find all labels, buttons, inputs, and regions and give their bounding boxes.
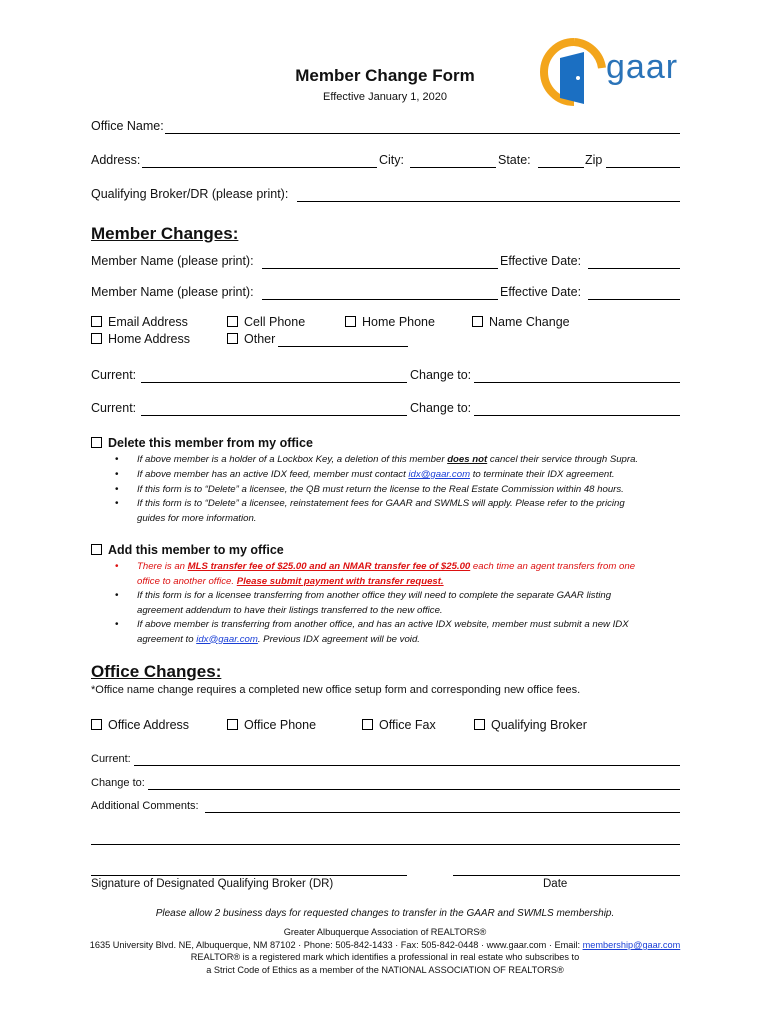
state-field[interactable] [538,167,584,168]
checkbox-icon [345,316,356,327]
member-name-label-2: Member Name (please print): [91,285,254,299]
member-name-field-2[interactable] [262,299,498,300]
form-title: Member Change Form [295,66,475,85]
delete-bullet-3: • If this form is to “Delete” a licensee, the QB must return the license to the Real Estate Commission within 48 hours. [137,483,624,498]
checkbox-icon [227,316,238,327]
address-field[interactable] [142,167,377,168]
checkbox-icon [91,437,102,448]
additional-comments-label: Additional Comments: [91,800,199,812]
office-phone-checkbox[interactable]: Office Phone [227,718,316,732]
current-field-1[interactable] [141,382,407,383]
other-checkbox[interactable]: Other [227,332,275,346]
footer-org: Greater Albuquerque Association of REALTORS® [283,927,487,937]
checkbox-icon [91,719,102,730]
office-changes-heading: Office Changes: [91,662,222,681]
change-to-field-2[interactable] [474,415,680,416]
additional-comments-field-2[interactable] [91,844,680,845]
footer-realtor-2: a Strict Code of Ethics as a member of the NATIONAL ASSOCIATION OF REALTORS® [206,965,564,975]
add-bullet-3: • If above member is transferring from another office, and has an active IDX website, member must submit a new IDX agreement to idx@gaar.com. Previous IDX agreement will be void. [137,618,629,647]
member-name-label-1: Member Name (please print): [91,254,254,268]
change-to-label-2: Change to: [410,401,472,415]
membership-email-link[interactable]: membership@gaar.com [582,940,681,950]
date-label: Date [543,878,568,890]
delete-member-checkbox[interactable]: Delete this member from my office [91,436,313,450]
add-bullet-2: • If this form is for a licensee transferring from another office they will need to complete the separate GAAR listing agreement addendum to have their listings transferred to the new office. [137,589,611,618]
date-field[interactable] [453,875,680,876]
add-bullet-1: • There is an MLS transfer fee of $25.00 and an NMAR transfer fee of $25.00 each time an agent transfers from one office to another office. Please submit payment with transfer request. [137,560,635,589]
office-change-to-field[interactable] [148,789,680,790]
signature-field[interactable] [91,875,407,876]
additional-comments-field[interactable] [205,812,680,813]
effective-date-label-2: Effective Date: [500,285,582,299]
footer-contact: 1635 University Blvd. NE, Albuquerque, NM 87102 · Phone: 505-842-1433 · Fax: 505-842-0448 · www.gaar.com · Email: membership@gaar.com [89,940,681,950]
qualifying-broker-field[interactable] [297,201,680,202]
checkbox-icon [472,316,483,327]
form-subtitle: Effective January 1, 2020 [323,91,447,103]
office-name-field[interactable] [165,133,680,134]
delete-bullet-4: • If this form is to “Delete” a licensee, reinstatement fees for GAAR and SWMLS will apply. Please refer to the pricing guides for more information. [137,497,625,526]
city-field[interactable] [410,167,496,168]
office-fax-checkbox[interactable]: Office Fax [362,718,436,732]
checkbox-icon [362,719,373,730]
office-address-checkbox[interactable]: Office Address [91,718,189,732]
checkbox-icon [227,333,238,344]
add-member-checkbox[interactable]: Add this member to my office [91,543,284,557]
home-address-checkbox[interactable]: Home Address [91,332,190,346]
effective-date-field-2[interactable] [588,299,680,300]
delete-bullet-2: • If above member has an active IDX feed, member must contact idx@gaar.com to terminate their IDX agreement. [137,468,615,483]
cell-phone-checkbox[interactable]: Cell Phone [227,315,305,329]
checkbox-icon [474,719,485,730]
effective-date-field-1[interactable] [588,268,680,269]
signature-label: Signature of Designated Qualifying Broker (DR) [91,878,334,890]
footer-notice: Please allow 2 business days for requested changes to transfer in the GAAR and SWMLS membership. [155,908,615,919]
state-label: State: [498,153,531,167]
address-label: Address: [91,153,141,167]
idx-email-link-2[interactable]: idx@gaar.com [196,633,258,645]
office-name-label: Office Name: [91,119,164,133]
member-name-field-1[interactable] [262,268,498,269]
email-address-checkbox[interactable]: Email Address [91,315,188,329]
qualifying-broker-checkbox[interactable]: Qualifying Broker [474,718,587,732]
checkbox-icon [227,719,238,730]
city-label: City: [379,153,404,167]
zip-field[interactable] [606,167,680,168]
change-to-field-1[interactable] [474,382,680,383]
checkbox-icon [91,316,102,327]
delete-bullet-1: • If above member is a holder of a Lockbox Key, a deletion of this member does not cancel their service through Supra. [137,453,638,468]
effective-date-label-1: Effective Date: [500,254,582,268]
member-changes-heading: Member Changes: [91,224,239,243]
current-field-2[interactable] [141,415,407,416]
office-change-to-label: Change to: [91,777,145,789]
office-current-field[interactable] [134,765,680,766]
footer-realtor-1: REALTOR® is a registered mark which identifies a professional in real estate who subscribes to [190,952,580,962]
qualifying-broker-label: Qualifying Broker/DR (please print): [91,187,289,201]
office-changes-note: *Office name change requires a completed new office setup form and corresponding new office fees. [91,684,581,696]
idx-email-link[interactable]: idx@gaar.com [408,469,471,480]
other-field[interactable] [278,346,408,347]
name-change-checkbox[interactable]: Name Change [472,315,570,329]
current-label-1: Current: [91,368,137,382]
zip-label: Zip [585,153,603,167]
checkbox-icon [91,333,102,344]
home-phone-checkbox[interactable]: Home Phone [345,315,435,329]
checkbox-icon [91,544,102,555]
office-current-label: Current: [91,753,131,765]
logo-text: gaar [606,48,679,86]
change-to-label-1: Change to: [410,368,472,382]
current-label-2: Current: [91,401,137,415]
